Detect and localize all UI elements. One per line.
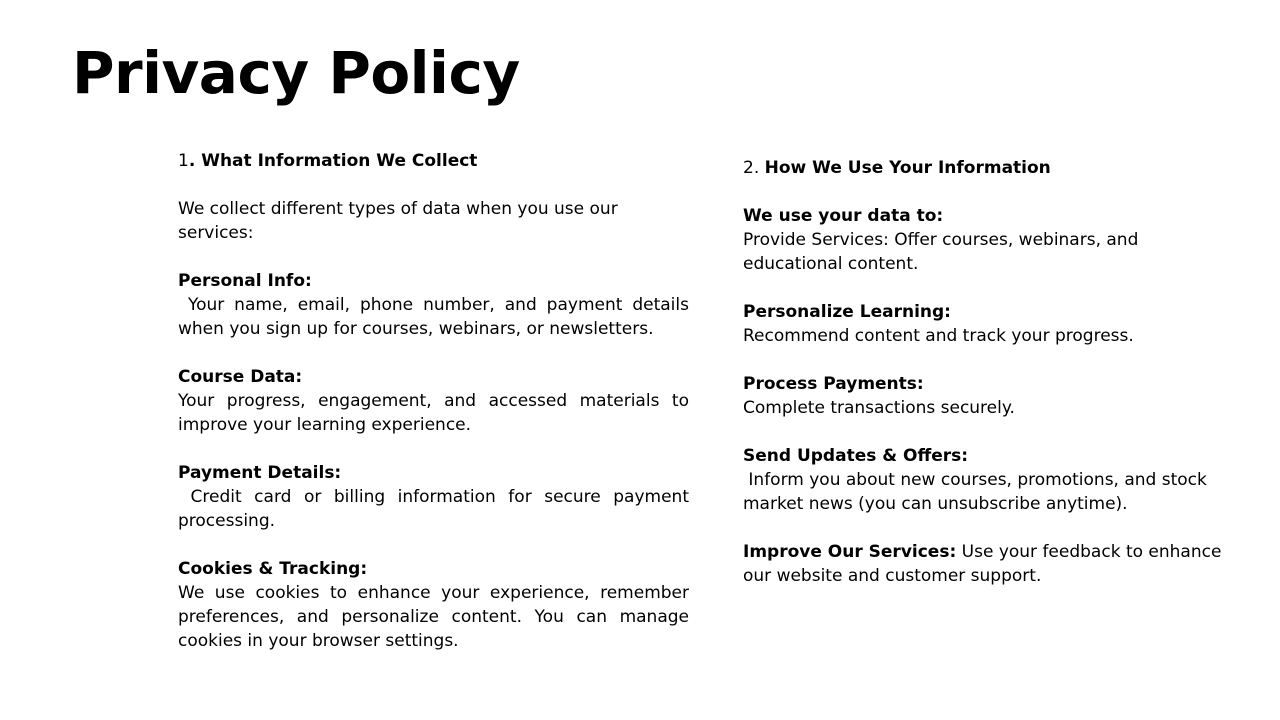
section-heading-text: . What Information We Collect — [188, 151, 478, 171]
item-label-we-use-your-data: We use your data to: — [743, 206, 944, 226]
section-heading-use — [743, 156, 1243, 180]
section-number: 1 — [178, 151, 189, 171]
item-text-course-data: Your progress, engagement, and accessed materials to improve your learning experience. — [178, 391, 689, 435]
item-label-personal-info: Personal Info: — [178, 271, 312, 291]
item-text-provide-services: Provide Services: Offer courses, webinars, and educational content. — [743, 230, 1139, 274]
section-heading-collect — [178, 149, 689, 173]
item-improve-services — [743, 540, 1243, 588]
section-intro: We collect different types of data when you use our services: — [178, 199, 618, 243]
item-label-process-payments: Process Payments: — [743, 374, 924, 394]
item-text-personalize-learning: Recommend content and track your progress. — [743, 326, 1134, 346]
item-text-improve-services: Use your feedback to enhance our website and customer support. — [743, 542, 1227, 586]
item-text-personal-info: Your name, email, phone number, and payment details when you sign up for courses, webinars, or newsletters. — [178, 295, 695, 339]
item-label-course-data: Course Data: — [178, 367, 303, 387]
item-label-payment-details: Payment Details: — [178, 463, 342, 483]
item-text-payment-details: Credit card or billing information for secure payment processing. — [178, 487, 695, 531]
item-text-send-updates: Inform you about new courses, promotions, and stock market news (you can unsubscribe anytime). — [743, 470, 1213, 514]
item-text-process-payments: Complete transactions securely. — [743, 398, 1015, 418]
item-label-improve-services: Improve Our Services: — [743, 542, 957, 562]
page-title: Privacy Policy — [72, 39, 520, 107]
item-label-send-updates: Send Updates & Offers: — [743, 446, 969, 466]
section-heading-text: How We Use Your Information — [764, 158, 1051, 178]
section-how-we-use-your-information — [743, 156, 1243, 588]
item-label-personalize-learning: Personalize Learning: — [743, 302, 951, 322]
item-text-cookies-tracking: We use cookies to enhance your experience, remember preferences, and personalize content. You can manage cookies in your browser settings. — [178, 583, 689, 651]
item-label-cookies-tracking: Cookies & Tracking: — [178, 559, 368, 579]
section-what-information-we-collect — [178, 149, 695, 653]
section-number: 2. — [743, 158, 760, 178]
